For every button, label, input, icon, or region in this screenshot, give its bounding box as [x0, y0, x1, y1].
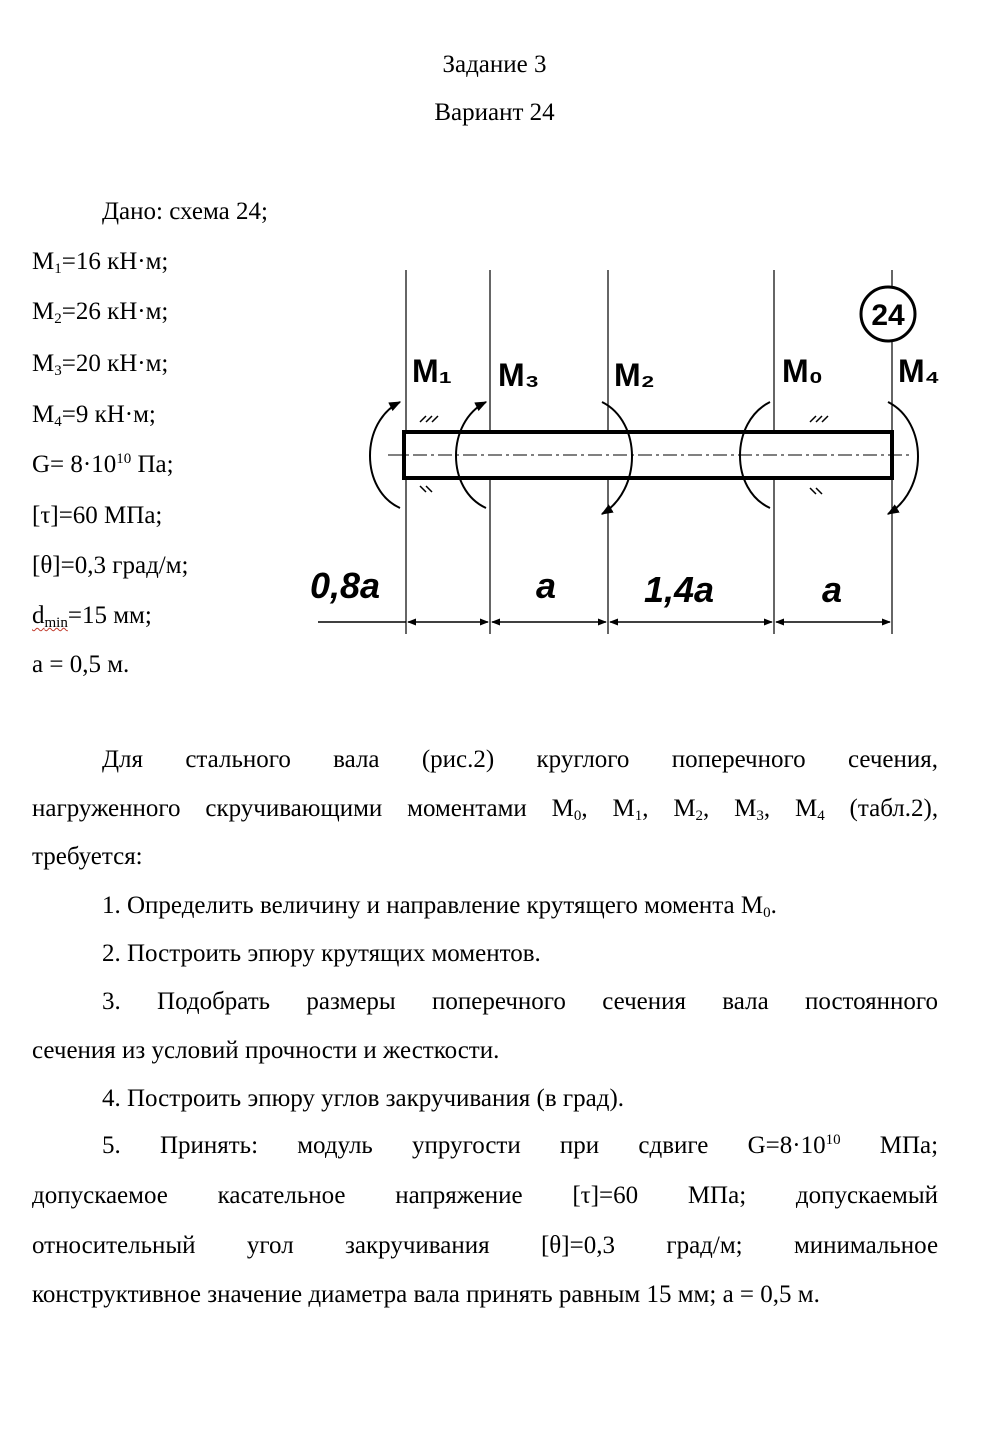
label-m0: M₀: [782, 353, 824, 389]
task-item-5-line4: конструктивное значение диаметра вала принять равным 15 мм; а = 0,5 м.: [32, 1281, 820, 1308]
given-tau: [τ]=60 МПа;: [32, 502, 163, 529]
given-a: а = 0,5 м.: [32, 651, 130, 678]
task-item-5-line2: допускаемое касательное напряжение [τ]=60 МПа; допускаемый: [32, 1182, 939, 1209]
given-dmin: $d_{min}=15$ мм;: [32, 602, 152, 631]
variant-title: Вариант 24: [434, 99, 555, 126]
given-m4: $M_4=9$ кН·м;: [32, 401, 156, 430]
task-item-2: 2. Построить эпюру крутящих моментов.: [102, 940, 541, 967]
dim-a-2: a: [822, 569, 843, 610]
task-paragraph-line2: нагруженного скручивающими моментами $M_0$, $M_1$, $M_2$, $M_3$, $M_4$ (табл.2),: [32, 795, 939, 824]
task-item-1: 1. Определить величину и направление крутящего момента $M_0$.: [102, 892, 777, 921]
task-paragraph-line1: Для стального вала (рис.2) круглого поперечного сечения,: [102, 746, 939, 773]
task-item-4: 4. Построить эпюру углов закручивания (в град).: [102, 1085, 625, 1112]
task-item-5-line3: относительный угол закручивания [θ]=0,3 град/м; минимальное: [32, 1232, 939, 1259]
label-m3: M₃: [498, 357, 540, 393]
given-g: $G= 8\cdot 10^{10}$ Па;: [32, 451, 174, 478]
dim-1-4a: 1,4a: [644, 569, 715, 610]
label-m1: M₁: [412, 353, 452, 389]
given-m3: $M_3=20$ кН·м;: [32, 350, 169, 379]
given-intro: Дано: схема 24;: [102, 198, 268, 225]
given-m2: $M_2=26$ кН·м;: [32, 298, 169, 327]
given-theta: [θ]=0,3 град/м;: [32, 552, 189, 579]
task-item-3-line2: сечения из условий прочности и жесткости.: [32, 1037, 500, 1064]
label-m2: M₂: [614, 357, 655, 393]
label-m4: M₄: [898, 353, 940, 389]
task-item-5-line1: 5. Принять: модуль упругости при сдвиге $G=8\cdot 10^{10}$ МПа;: [102, 1132, 939, 1159]
shaft-diagram: [300, 262, 960, 642]
given-m1: $M_1=16$ кН·м;: [32, 248, 169, 277]
dim-a-1: a: [536, 565, 557, 606]
task-title: Задание 3: [442, 51, 547, 78]
scheme-number: 24: [871, 299, 905, 332]
task-item-3-line1: 3. Подобрать размеры поперечного сечения вала постоянного: [102, 988, 939, 1015]
task-requires: требуется:: [32, 843, 143, 870]
dim-0-8a: 0,8a: [310, 565, 381, 606]
